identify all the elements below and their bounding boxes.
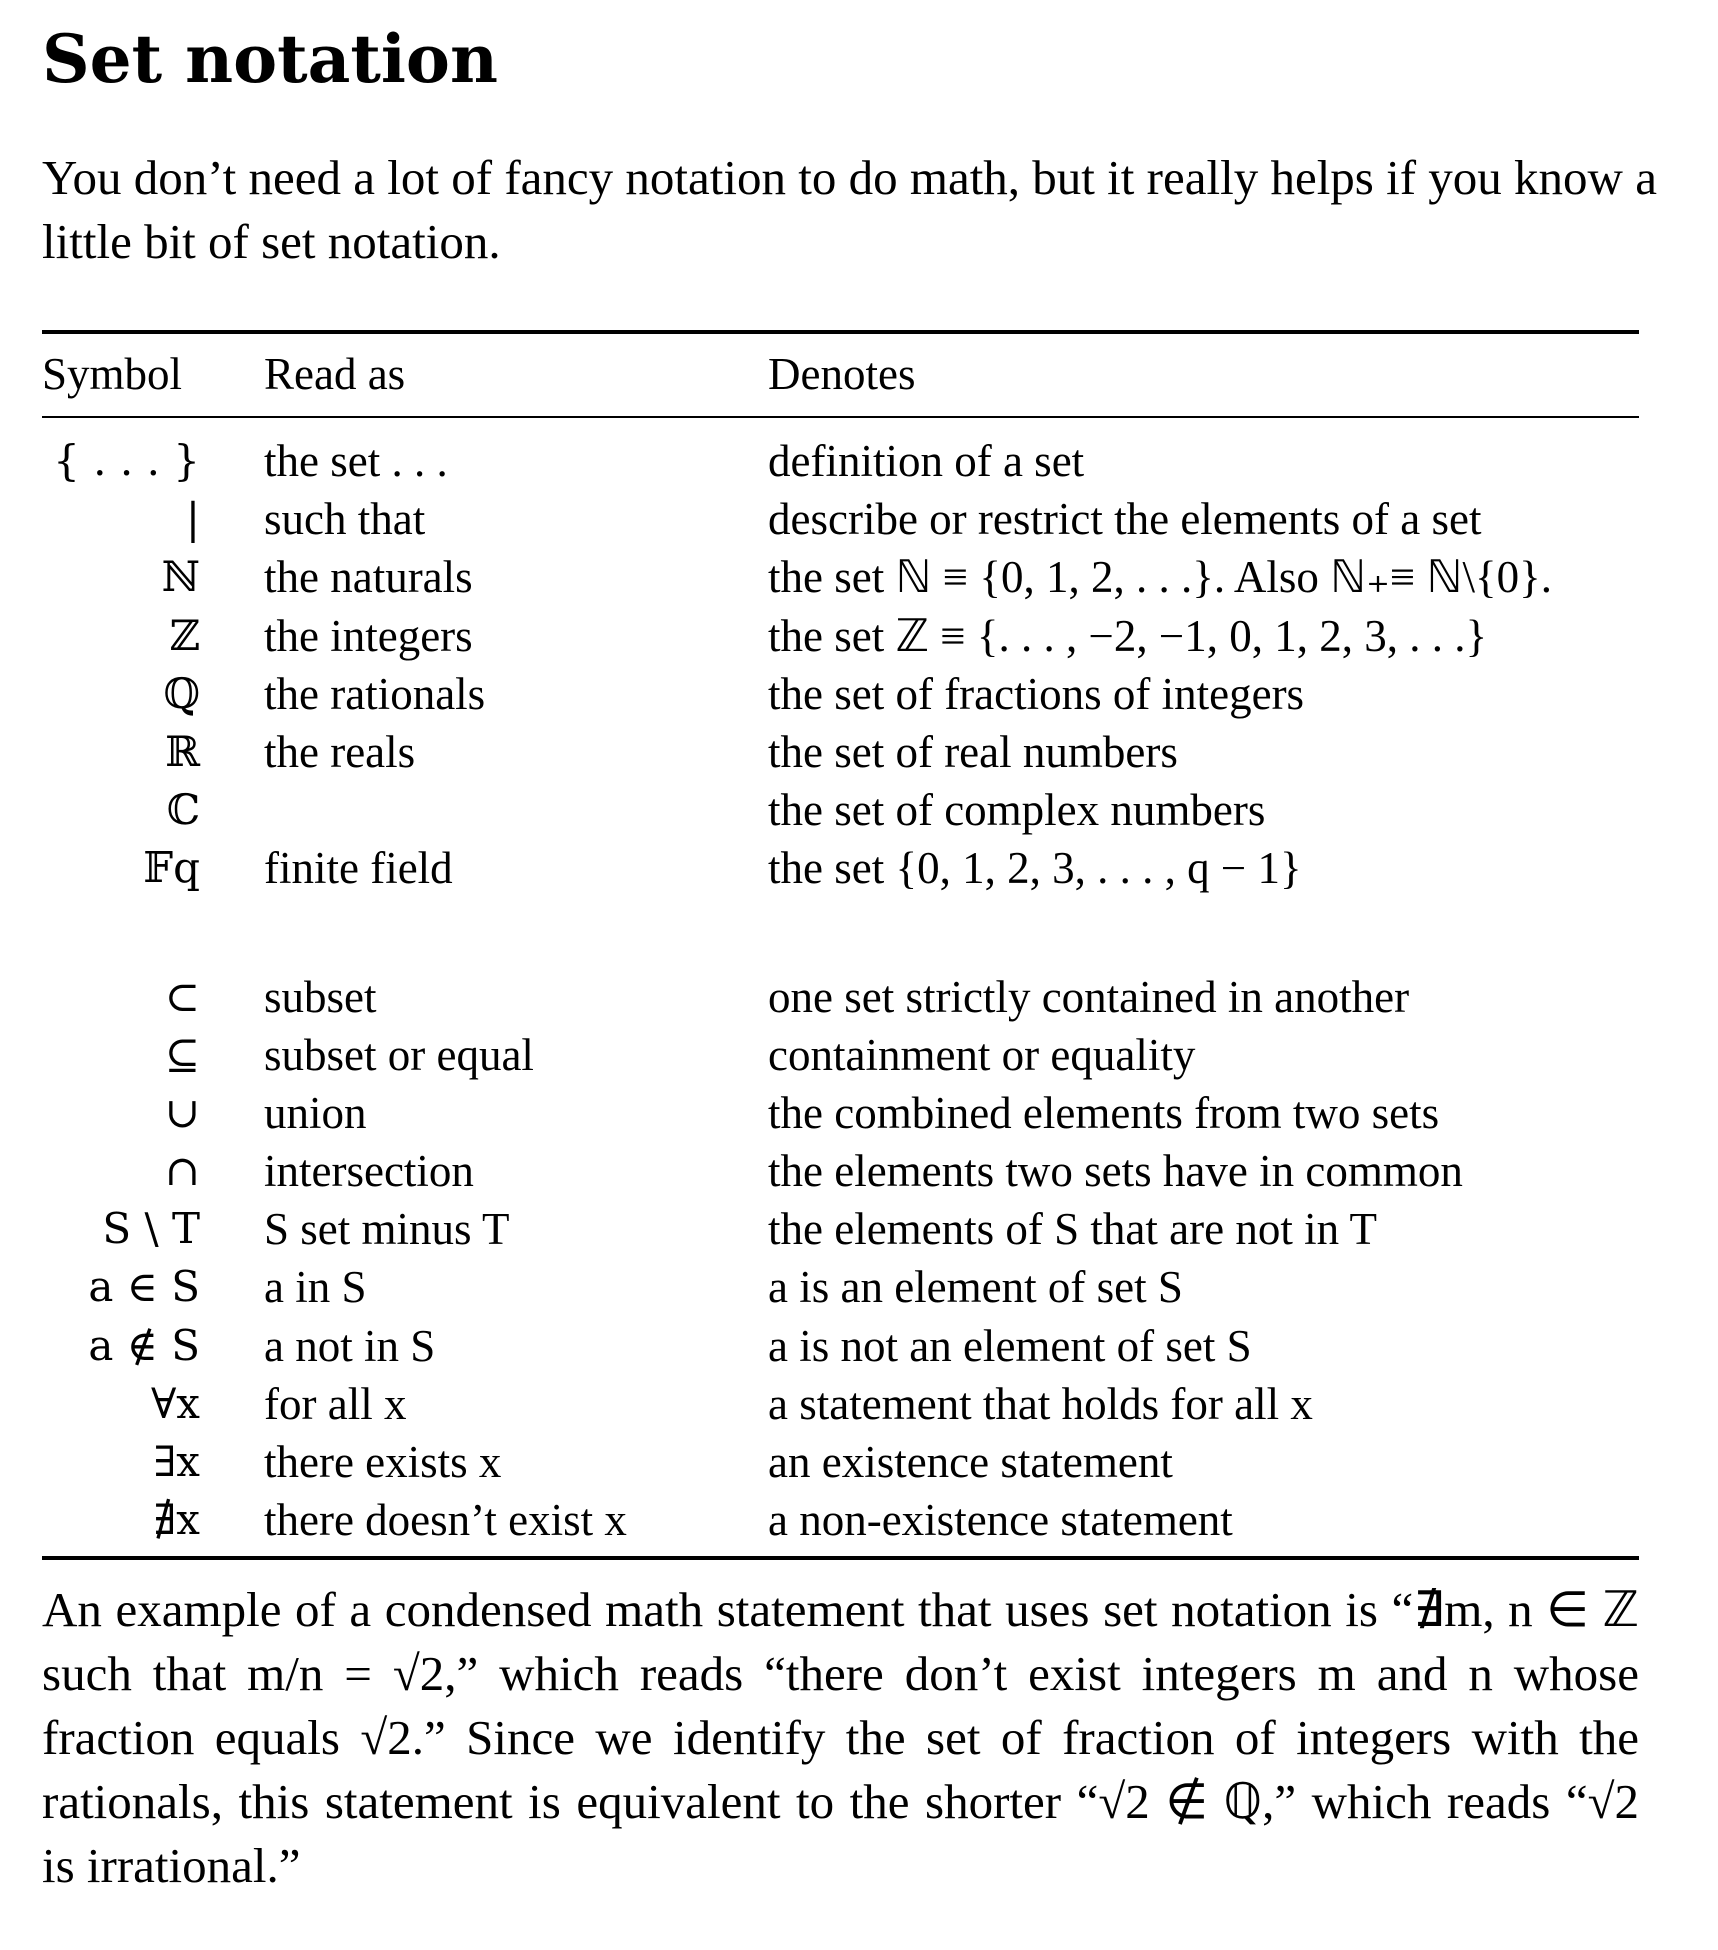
notation-table-body — [0, 432, 1718, 1549]
header-symbol: Symbol — [42, 349, 183, 399]
table-row — [0, 607, 1718, 665]
row-denotes: the set of complex numbers — [768, 785, 1266, 836]
intro-paragraph: You don’t need a lot of fancy notation to do math, but it really helps if you know a little bit of set notation. — [42, 150, 1657, 269]
row-denotes: the set ℕ ≡ {0, 1, 2, . . .}. Also ℕ₊≡ ℕ\{0}. — [768, 552, 1553, 603]
row-denotes: one set strictly contained in another — [768, 971, 1410, 1022]
table-row — [0, 968, 1718, 1026]
row-symbol: ℕ — [161, 552, 200, 602]
row-read-as: a not in S — [264, 1320, 436, 1371]
row-symbol: | — [185, 494, 200, 544]
row-symbol: { . . . } — [53, 436, 200, 485]
row-symbol: ⊆ — [164, 1029, 200, 1079]
row-symbol: ∪ — [164, 1087, 200, 1137]
row-symbol: ∄x — [153, 1495, 200, 1545]
table-top-rule — [42, 330, 1639, 334]
row-denotes: the combined elements from two sets — [768, 1087, 1440, 1138]
row-denotes: describe or restrict the elements of a set — [768, 494, 1482, 545]
row-denotes: the elements two sets have in common — [768, 1146, 1463, 1197]
table-row — [0, 1084, 1718, 1142]
row-symbol: ∀x — [150, 1378, 200, 1428]
row-symbol: ℝ — [165, 726, 200, 776]
row-symbol: S \ T — [102, 1204, 200, 1254]
table-row — [0, 723, 1718, 781]
row-read-as: subset or equal — [264, 1029, 534, 1080]
table-row — [0, 1258, 1718, 1316]
row-symbol: 𝔽q — [143, 843, 200, 893]
row-denotes: a statement that holds for all x — [768, 1378, 1313, 1429]
row-read-as: such that — [264, 494, 426, 545]
table-row — [0, 490, 1718, 548]
row-denotes: the set ℤ ≡ {. . . , −2, −1, 0, 1, 2, 3, . . .} — [768, 610, 1488, 661]
table-row — [0, 1200, 1718, 1258]
row-read-as: finite field — [264, 843, 453, 894]
row-read-as: union — [264, 1087, 367, 1138]
row-read-as: the set . . . — [264, 436, 448, 486]
page-title: Set notation — [42, 20, 498, 98]
row-read-as: a in S — [264, 1262, 367, 1313]
row-read-as: intersection — [264, 1146, 474, 1197]
table-row — [0, 781, 1718, 839]
row-symbol: ℂ — [166, 785, 200, 835]
row-denotes: a is an element of set S — [768, 1262, 1183, 1313]
table-row — [0, 1026, 1718, 1084]
row-denotes: containment or equality — [768, 1029, 1196, 1080]
table-row — [0, 1142, 1718, 1200]
row-symbol: a ∉ S — [88, 1320, 200, 1370]
table-row — [0, 432, 1718, 490]
table-row — [0, 548, 1718, 606]
table-row — [0, 1317, 1718, 1375]
header-read-as: Read as — [264, 349, 406, 399]
row-denotes: definition of a set — [768, 436, 1085, 486]
row-symbol: ℤ — [169, 610, 200, 660]
row-denotes: the set {0, 1, 2, 3, . . . , q − 1} — [768, 843, 1302, 894]
row-read-as: there exists x — [264, 1437, 502, 1487]
row-read-as: the reals — [264, 726, 416, 777]
table-row — [0, 665, 1718, 723]
row-symbol: ∃x — [153, 1437, 200, 1486]
table-row — [0, 839, 1718, 897]
row-read-as: there doesn’t exist x — [264, 1495, 627, 1546]
row-denotes: the set of fractions of integers — [768, 668, 1305, 719]
row-symbol: ∩ — [164, 1146, 200, 1196]
table-row — [0, 1491, 1718, 1549]
row-read-as: S set minus T — [264, 1204, 510, 1255]
row-read-as: subset — [264, 971, 377, 1022]
row-denotes: a non-existence statement — [768, 1495, 1233, 1546]
row-denotes: an existence statement — [768, 1437, 1173, 1487]
row-read-as: for all x — [264, 1378, 407, 1429]
table-row — [0, 1375, 1718, 1433]
row-read-as: the rationals — [264, 668, 486, 719]
row-symbol: ℚ — [163, 668, 200, 718]
table-group-spacer — [0, 898, 1718, 968]
row-read-as: the naturals — [264, 552, 473, 603]
row-denotes: the elements of S that are not in T — [768, 1204, 1378, 1255]
header-denotes: Denotes — [768, 349, 916, 399]
row-read-as: the integers — [264, 610, 473, 661]
table-header-rule — [42, 416, 1639, 418]
row-denotes: the set of real numbers — [768, 726, 1178, 777]
table-bottom-rule — [42, 1556, 1639, 1560]
closing-paragraph: An example of a condensed math statement that uses set notation is “∄m, n ∈ ℤ such that m/n = √2,” which reads “there don’t exist integers m and n whose fraction equals √2.” Since we identify the set of fraction of integers with the rationals, this statement is equivalent to the shorter “√2 ∉ ℚ,” which reads “√2 is irrational.” — [42, 1582, 1639, 1893]
table-row — [0, 1433, 1718, 1491]
row-symbol: a ∈ S — [88, 1262, 200, 1312]
row-symbol: ⊂ — [164, 971, 200, 1021]
row-denotes: a is not an element of set S — [768, 1320, 1252, 1371]
